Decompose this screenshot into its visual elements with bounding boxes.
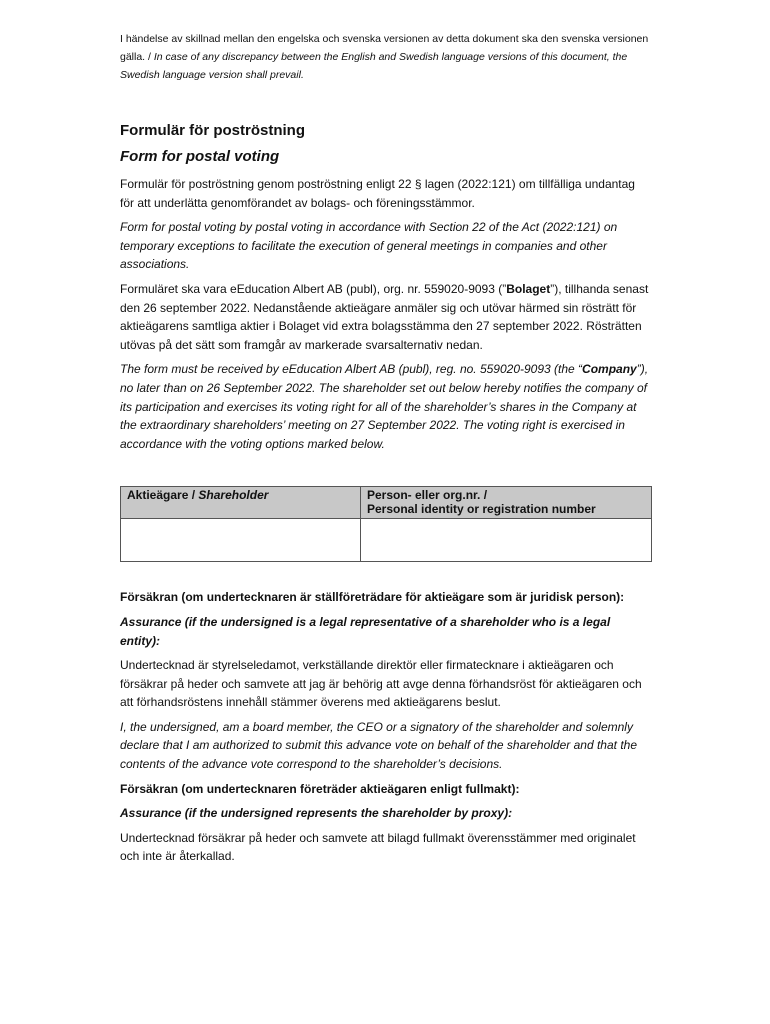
shareholder-header-sv: Aktieägare / — [127, 488, 196, 503]
assurance-legal-text-en: I, the undersigned, am a board member, the CEO or a signatory of the shareholder and solemnly declare that I am authorized to submit this advance vote on behalf of the shareholder and that the contents of the advance vote correspond to the shareholder’s decisions. — [120, 719, 637, 772]
disclaimer-english: In case of any discrepancy between the English and Swedish language versions of this document, the Swedish language version shall prevail. — [120, 51, 628, 81]
receipt-swedish-part1: Formuläret ska vara eEducation Albert AB (publ), org. nr. 559020-9093 (” — [120, 281, 507, 296]
receipt-english-part2: ”), no later than on 26 September 2022. The shareholder set out below hereby notifies the company of its participation and exercises its voting right for all of the shareholder’s shares in the Company at the extraordinary shareholders’ meeting on 27 September 2022. The voting right is exercised in accordance with the voting options marked below. — [120, 362, 649, 451]
assurance-proxy-heading-en: Assurance (if the undersigned represents the shareholder by proxy): — [120, 806, 513, 821]
disclaimer-swedish: I händelse av skillnad mellan den engelska och svenska versionen av detta dokument ska den svenska versionen gälla. / — [120, 33, 649, 63]
shareholder-header-en: Shareholder — [198, 488, 269, 503]
receipt-english — [120, 360, 652, 453]
table-header-row — [121, 487, 652, 519]
assurance-legal-heading-sv: Försäkran (om undertecknaren är ställföreträdare för aktieägare som är juridisk person): — [120, 590, 625, 605]
assurance-proxy-text-sv: Undertecknad försäkrar på heder och samvete att bilagd fullmakt överensstämmer med originalet och inte är återkallad. — [120, 830, 636, 864]
assurance-legal-heading-en: Assurance (if the undersigned is a legal representative of a shareholder who is a legal entity): — [120, 614, 611, 648]
table-row — [121, 519, 652, 562]
receipt-swedish — [120, 280, 652, 354]
intro-swedish: Formulär för poströstning genom poströstning enligt 22 § lagen (2022:121) om tillfälliga undantag för att underlätta genomförandet av bolags- och föreningsstämmor. — [120, 177, 635, 210]
title-english: Form for postal voting — [120, 148, 280, 165]
receipt-english-part1: The form must be received by eEducation Albert AB (publ), reg. no. 559020-9093 (the “ — [120, 362, 583, 377]
bolaget-term: Bolaget — [506, 281, 551, 296]
shareholder-field[interactable] — [121, 519, 361, 562]
shareholder-header — [121, 487, 361, 519]
id-header-line2: Personal identity or registration number — [367, 502, 596, 517]
title-swedish: Formulär för poströstning — [120, 122, 305, 139]
shareholder-table — [120, 486, 652, 562]
document-page — [120, 30, 652, 866]
id-number-header — [361, 487, 652, 519]
id-header-line1: Person- eller org.nr. / — [367, 488, 488, 503]
id-number-field[interactable] — [361, 519, 652, 562]
assurance-legal-text-sv: Undertecknad är styrelseledamot, verkställande direktör eller firmatecknare i aktieägaren och försäkrar på heder och samvete att jag är behörig att avge denna förhandsröst för aktieägaren och att förhandsröstens innehåll stämmer överens med aktieägarens beslut. — [120, 658, 642, 710]
language-disclaimer — [120, 30, 652, 84]
company-term: Company — [582, 362, 637, 377]
receipt-swedish-part2: ”), tillhanda senast den 26 september 2022. Nedanstående aktieägare anmäler sig och utövar härmed sin rösträtt för aktieägarens samtliga aktier i Bolaget vid extra bolagsstämma den 27 september 2022. Rösträtten utövas på det sätt som framgår av markerade svarsalternativ nedan. — [120, 281, 649, 352]
intro-english: Form for postal voting by postal voting in accordance with Section 22 of the Act (2022:121) on temporary exceptions to facilitate the execution of general meetings in companies and other associations. — [120, 220, 618, 272]
assurance-proxy-heading-sv: Försäkran (om undertecknaren företräder aktieägaren enligt fullmakt): — [120, 781, 520, 796]
